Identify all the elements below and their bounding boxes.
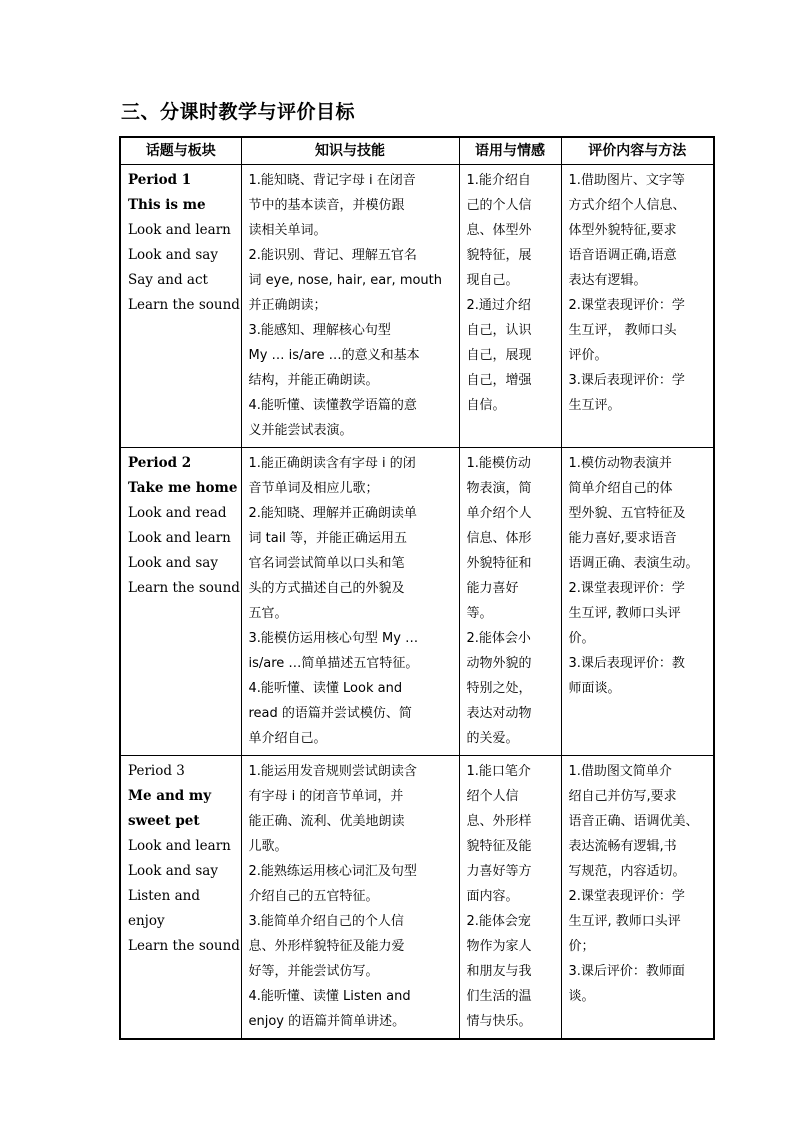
evaluation-line: 3.课后评价：教师面 (568, 964, 685, 979)
skills-line: 1.能知晓、背记字母 i 在闭音 (248, 173, 416, 188)
objectives-table (119, 136, 715, 1040)
pragmatics-line: 信息、体形 (466, 531, 532, 546)
pragmatics-line: 己的个人信 (466, 198, 532, 213)
skills-line: 3.能简单介绍自己的个人信 (248, 914, 404, 929)
evaluation-line: 3.课后表现评价：教 (568, 656, 685, 671)
skills-line: 节中的基本读音，并模仿跟 (248, 198, 405, 213)
pragmatics-line: 貌特征，展 (466, 248, 532, 263)
pragmatics-line: 力喜好等方 (466, 864, 532, 879)
topic-line: Look and say (128, 555, 218, 571)
skills-line: 4.能听懂、读懂教学语篇的意 (248, 398, 417, 413)
evaluation-line: 表达有逻辑。 (568, 273, 647, 288)
evaluation-line: 评价。 (568, 348, 608, 363)
evaluation-line: 生互评, 教师口头评 (568, 606, 681, 621)
pragmatics-line: 们生活的温 (466, 989, 532, 1004)
evaluation-line: 价； (568, 939, 595, 954)
skills-line: 1.能正确朗读含有字母 i 的闭 (248, 456, 416, 471)
topic-line: sweet pet (128, 813, 200, 829)
topic-line: Listen and (128, 888, 200, 904)
skills-line: 2.能熟练运用核心词汇及句型 (248, 864, 417, 879)
evaluation-line: 写规范，内容适切。 (568, 864, 686, 879)
skills-line: 五官。 (248, 606, 288, 621)
evaluation-line: 表达流畅有逻辑,书 (568, 839, 677, 854)
pragmatics-line: 自己，展现 (466, 348, 532, 363)
page-title: 三、分课时教学与评价目标 (121, 101, 356, 123)
evaluation-line: 1.模仿动物表演并 (568, 456, 672, 471)
topic-cell (120, 165, 241, 448)
pragmatics-line: 1.能口笔介 (466, 764, 531, 779)
skills-line: 4.能听懂、读懂 Listen and (248, 989, 411, 1004)
pragmatics-line: 息、外形样 (466, 814, 532, 829)
pragmatics-line: 1.能介绍自 (466, 173, 531, 188)
topic-cell (120, 756, 241, 1040)
pragmatics-line: 单介绍个人 (466, 506, 532, 521)
skills-cell (241, 448, 459, 756)
evaluation-line: 语音正确、语调优美、 (568, 814, 699, 829)
topic-line: Period 1 (128, 172, 192, 188)
topic-line: Learn the sound (128, 580, 240, 596)
topic-line: This is me (128, 197, 206, 213)
pragmatics-cell (459, 756, 561, 1040)
pragmatics-cell (459, 448, 561, 756)
evaluation-cell (561, 165, 714, 448)
skills-line: 结构，并能正确朗读。 (248, 373, 379, 388)
evaluation-line: 生互评， 教师口头 (568, 323, 677, 338)
topic-line: Period 2 (128, 455, 192, 471)
skills-cell (241, 165, 459, 448)
pragmatics-line: 物表演，简 (466, 481, 532, 496)
topic-line: enjoy (128, 913, 165, 929)
evaluation-line: 1.借助图文简单介 (568, 764, 672, 779)
topic-line: Learn the sound (128, 938, 240, 954)
skills-line: 能正确、流利、优美地朗读 (248, 814, 405, 829)
column-header-topic: 话题与板块 (120, 137, 241, 165)
skills-line: enjoy 的语篇并简单讲述。 (248, 1014, 406, 1029)
evaluation-line: 价。 (568, 631, 595, 646)
skills-line: 2.能识别、背记、理解五官名 (248, 248, 417, 263)
skills-line: 音节单词及相应儿歌； (248, 481, 379, 496)
evaluation-line: 体型外貌特征,要求 (568, 223, 677, 238)
evaluation-line: 简单介绍自己的体 (568, 481, 673, 496)
evaluation-cell (561, 756, 714, 1040)
pragmatics-line: 的关爱。 (466, 731, 519, 746)
table-row (120, 165, 714, 448)
skills-line: 词 tail 等，并能正确运用五 (248, 531, 408, 546)
evaluation-line: 2.课堂表现评价：学 (568, 889, 685, 904)
skills-line: 4.能听懂、读懂 Look and (248, 681, 403, 696)
pragmatics-line: 1.能模仿动 (466, 456, 531, 471)
evaluation-line: 绍自己并仿写,要求 (568, 789, 677, 804)
skills-line: 好等，并能尝试仿写。 (248, 964, 379, 979)
skills-line: 并正确朗读； (248, 298, 327, 313)
topic-line: Look and learn (128, 838, 231, 854)
evaluation-line: 语调正确、表演生动。 (568, 556, 699, 571)
pragmatics-line: 自己，增强 (466, 373, 532, 388)
topic-line: Say and act (128, 272, 208, 288)
pragmatics-line: 物作为家人 (466, 939, 532, 954)
skills-line: 儿歌。 (248, 839, 288, 854)
pragmatics-line: 和朋友与我 (466, 964, 532, 979)
evaluation-line: 师面谈。 (568, 681, 621, 696)
evaluation-line: 2.课堂表现评价：学 (568, 298, 685, 313)
skills-cell (241, 756, 459, 1040)
topic-cell (120, 448, 241, 756)
skills-line: 官名词尝试简单以口头和笔 (248, 556, 405, 571)
evaluation-line: 3.课后表现评价：学 (568, 373, 685, 388)
pragmatics-line: 特别之处， (466, 681, 532, 696)
evaluation-line: 方式介绍个人信息、 (568, 198, 686, 213)
table-header-row (120, 137, 714, 165)
pragmatics-line: 动物外貌的 (466, 656, 532, 671)
pragmatics-line: 表达对动物 (466, 706, 532, 721)
skills-line: 单介绍自己。 (248, 731, 327, 746)
pragmatics-line: 息、体型外 (466, 223, 532, 238)
pragmatics-line: 绍个人信 (466, 789, 519, 804)
skills-line: My … is/are …的意义和基本 (248, 348, 420, 363)
skills-line: is/are …简单描述五官特征。 (248, 656, 419, 671)
evaluation-line: 2.课堂表现评价：学 (568, 581, 685, 596)
pragmatics-line: 情与快乐。 (466, 1014, 532, 1029)
topic-line: Look and say (128, 863, 218, 879)
topic-line: Look and learn (128, 222, 231, 238)
evaluation-line: 生互评。 (568, 398, 621, 413)
pragmatics-cell (459, 165, 561, 448)
topic-line: Learn the sound (128, 297, 240, 313)
pragmatics-line: 面内容。 (466, 889, 519, 904)
skills-line: 3.能模仿运用核心句型 My … (248, 631, 419, 646)
evaluation-line: 型外貌、五官特征及 (568, 506, 686, 521)
skills-line: 1.能运用发音规则尝试朗读含 (248, 764, 417, 779)
skills-line: 义并能尝试表演。 (248, 423, 353, 438)
skills-line: 3.能感知、理解核心句型 (248, 323, 391, 338)
pragmatics-line: 2.能体会小 (466, 631, 531, 646)
table-row (120, 756, 714, 1040)
table-row (120, 448, 714, 756)
skills-line: read 的语篇并尝试模仿、简 (248, 706, 412, 721)
pragmatics-line: 外貌特征和 (466, 556, 532, 571)
skills-line: 头的方式描述自己的外貌及 (248, 581, 405, 596)
column-header-evaluation: 评价内容与方法 (561, 137, 714, 165)
evaluation-line: 谈。 (568, 989, 595, 1004)
evaluation-cell (561, 448, 714, 756)
evaluation-line: 能力喜好,要求语音 (568, 531, 677, 546)
skills-line: 有字母 i 的闭音节单词，并 (248, 789, 404, 804)
topic-line: Me and my (128, 788, 212, 804)
topic-line: Look and learn (128, 530, 231, 546)
topic-line: Look and say (128, 247, 218, 263)
skills-line: 词 eye, nose, hair, ear, mouth (248, 273, 443, 288)
column-header-skills: 知识与技能 (241, 137, 459, 165)
pragmatics-line: 现自己。 (466, 273, 519, 288)
pragmatics-line: 貌特征及能 (466, 839, 532, 854)
skills-line: 2.能知晓、理解并正确朗读单 (248, 506, 417, 521)
pragmatics-line: 2.能体会宠 (466, 914, 531, 929)
pragmatics-line: 能力喜好 (466, 581, 519, 596)
evaluation-line: 生互评, 教师口头评 (568, 914, 681, 929)
pragmatics-line: 自信。 (466, 398, 506, 413)
skills-line: 息、外形样貌特征及能力爱 (248, 939, 405, 954)
skills-line: 读相关单词。 (248, 223, 327, 238)
skills-line: 介绍自己的五官特征。 (248, 889, 379, 904)
pragmatics-line: 2.通过介绍 (466, 298, 531, 313)
topic-line: Period 3 (128, 763, 185, 779)
evaluation-line: 语音语调正确,语意 (568, 248, 677, 263)
topic-line: Look and read (128, 505, 227, 521)
column-header-pragmatics: 语用与情感 (459, 137, 561, 165)
evaluation-line: 1.借助图片、文字等 (568, 173, 685, 188)
pragmatics-line: 等。 (466, 606, 493, 621)
topic-line: Take me home (128, 480, 238, 496)
pragmatics-line: 自己，认识 (466, 323, 532, 338)
